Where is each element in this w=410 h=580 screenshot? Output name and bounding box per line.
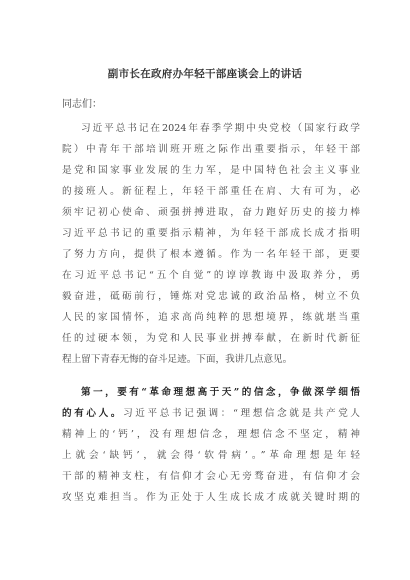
text-line: 的接班人。新征程上，年轻干部重任在肩、大有可为，必 bbox=[62, 186, 360, 197]
text-line: 了努力方向，提供了根本遵循。作为一名年轻干部，更要 bbox=[62, 249, 360, 260]
text-line: 程上留下青春无悔的奋斗足迹。下面，我讲几点意见。 bbox=[62, 354, 293, 365]
text-line: 须牢记初心使命、顽强拼搏进取，奋力跑好历史的接力棒 bbox=[62, 207, 360, 218]
text-line: 攻坚克难担当。作为正处于人生成长成才成就关键时期的 bbox=[62, 492, 360, 503]
document-title: 副市长在政府办年轻干部座谈会上的讲话 bbox=[107, 68, 303, 80]
text-line: 习近平总书记在2024年春季学期中央党校（国家行政学 bbox=[81, 123, 360, 134]
paragraph-point-one bbox=[62, 382, 360, 508]
text-line: 院）中青年干部培训班开班之际作出重要指示，年轻干部 bbox=[62, 144, 360, 155]
paragraph-intro bbox=[62, 118, 360, 370]
text-line bbox=[62, 403, 360, 424]
text-line: 是党和国家事业发展的生力军，是中国特色社会主义事业 bbox=[62, 165, 360, 176]
text-line: 习近平总书记的重要指示精神，为年轻干部成长成才指明 bbox=[62, 228, 360, 239]
text-line: 上就会‘缺钙’，就会得‘软骨病’。”革命理想是年轻 bbox=[62, 450, 360, 461]
text-line: 毅奋进，砥砺前行，锤炼对党忠诚的政治品格，树立不负 bbox=[62, 291, 360, 302]
text-span: 习近平总书记强调：“理想信念就是共产党人 bbox=[123, 408, 360, 419]
text-line: 精神上的‘钙’，没有理想信念，理想信念不坚定，精神 bbox=[62, 429, 360, 440]
greeting: 同志们： bbox=[62, 99, 102, 110]
section-heading-end: 的有心人。 bbox=[62, 408, 124, 419]
text-line: 干部的精神支柱，有信仰才会心无旁骛奋进，有信仰才会 bbox=[62, 471, 360, 482]
section-heading: 第一，要有“革命理想高于天”的信念，争做深学细悟 bbox=[81, 387, 360, 398]
text-line: 任的过硬本领，为党和人民事业拼搏奉献，在新时代新征 bbox=[62, 333, 360, 344]
text-line: 人民的家国情怀，追求高尚纯粹的思想境界，练就堪当重 bbox=[62, 312, 360, 323]
text-line: 在习近平总书记“五个自觉”的谆谆教诲中汲取养分，勇 bbox=[62, 270, 360, 281]
document-body bbox=[62, 118, 360, 508]
